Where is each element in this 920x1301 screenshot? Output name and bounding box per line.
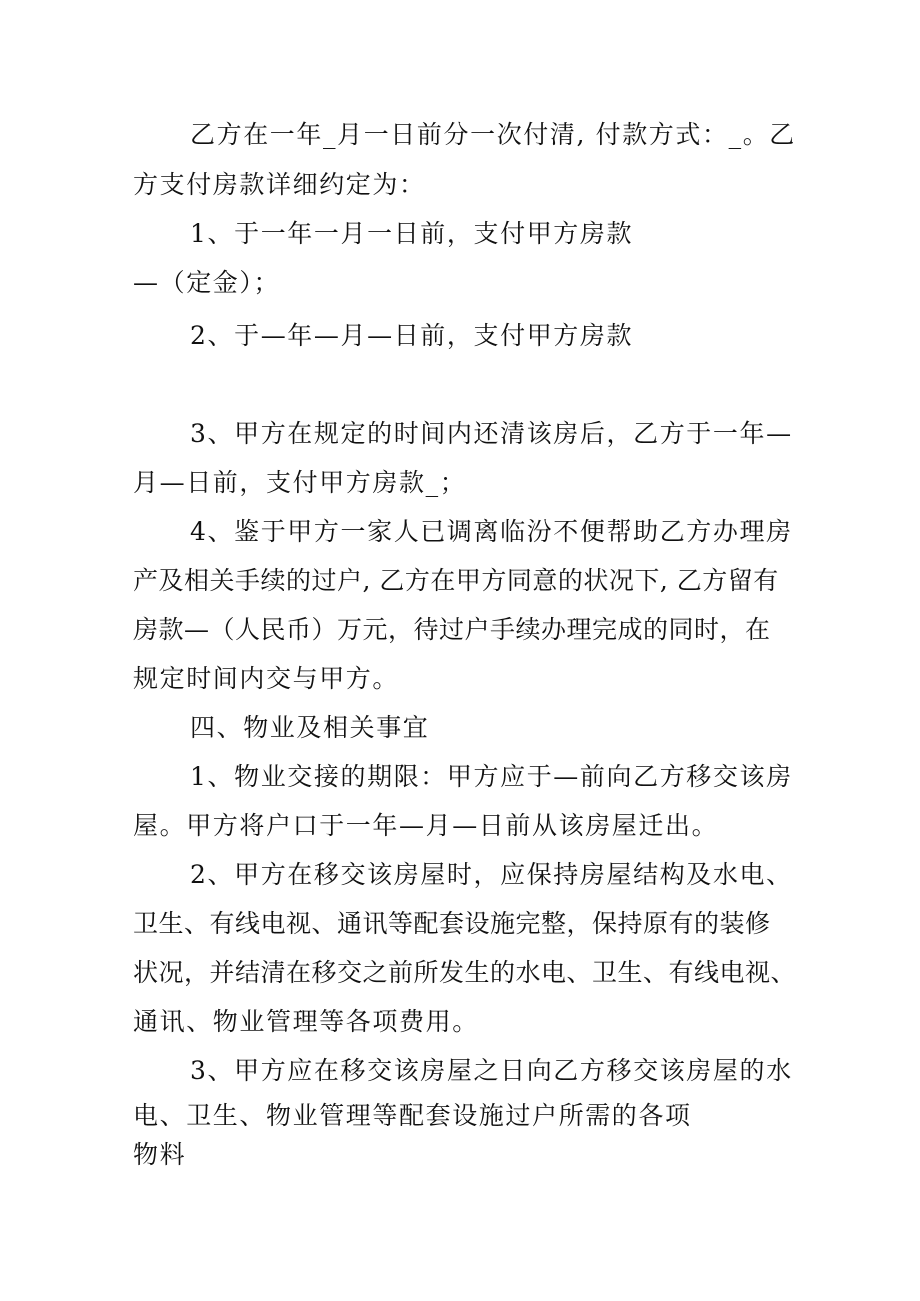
paragraph-line: 房款—（人民币）万元，待过户手续办理完成的同时，在 xyxy=(133,615,771,644)
list-item-line: 1、物业交接的期限：甲方应于—前向乙方移交该房 xyxy=(190,762,793,791)
paragraph-line: 月—日前，支付甲方房款_； xyxy=(133,468,467,497)
paragraph-line: 产及相关手续的过户, 乙方在甲方同意的状况下, 乙方留有 xyxy=(133,566,779,595)
paragraph-line: 通讯、物业管理等各项费用。 xyxy=(133,1007,479,1036)
paragraph-line: 规定时间内交与甲方。 xyxy=(133,664,400,693)
paragraph-line: 状况，并结清在移交之前所发生的水电、卫生、有线电视、 xyxy=(133,958,797,987)
list-item-line: 2、甲方在移交该房屋时，应保持房屋结构及水电、 xyxy=(190,860,793,889)
paragraph-line: 卫生、有线电视、通讯等配套设施完整，保持原有的装修 xyxy=(133,909,771,938)
paragraph-line: 电、卫生、物业管理等配套设施过户所需的各项 xyxy=(133,1101,692,1130)
paragraph-line: —（定金）； xyxy=(133,268,281,297)
list-item-line: 1、于一年一月一日前，支付甲方房款 xyxy=(190,219,634,248)
section-heading: 四、物业及相关事宜 xyxy=(190,713,430,742)
paragraph-line: 乙方在一年_月一日前分一次付清, 付款方式：_。乙 xyxy=(190,120,796,149)
list-item-line: 2、于—年—月—日前，支付甲方房款 xyxy=(190,321,634,350)
list-item-line: 3、甲方应在移交该房屋之日向乙方移交该房屋的水 xyxy=(190,1056,793,1085)
paragraph-line: 物料 xyxy=(133,1140,187,1169)
paragraph-line: 屋。甲方将户口于一年—月—日前从该房屋迁出。 xyxy=(133,811,719,840)
list-item-line: 4、鉴于甲方一家人已调离临汾不便帮助乙方办理房 xyxy=(190,517,793,546)
paragraph-line: 方支付房款详细约定为： xyxy=(133,170,426,199)
list-item-line: 3、甲方在规定的时间内还清该房后，乙方于一年— xyxy=(190,419,793,448)
